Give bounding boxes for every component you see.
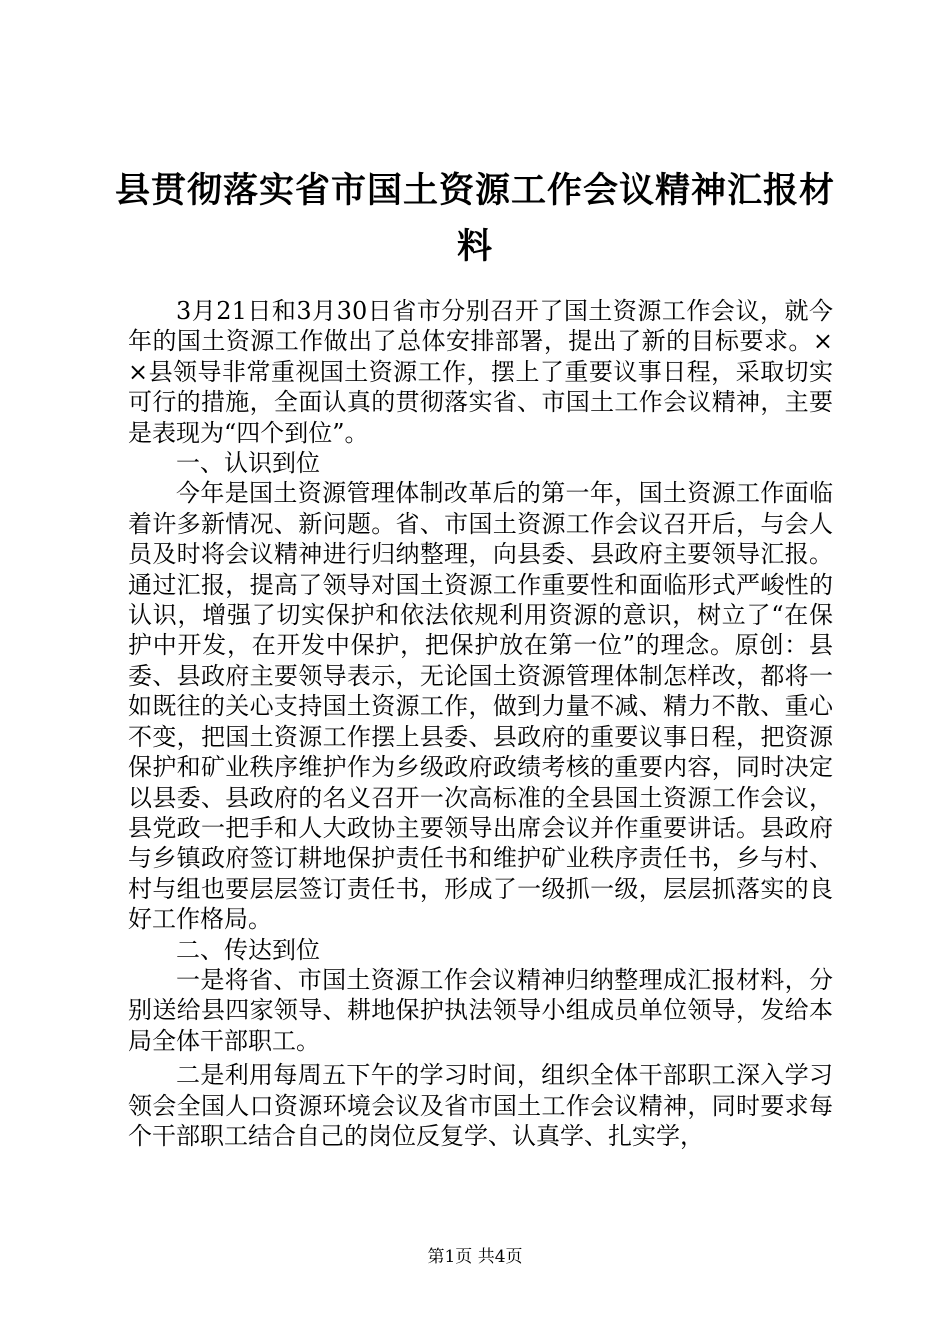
paragraph-recognition: 今年是国土资源管理体制改革后的第一年，国土资源工作面临着许多新情况、新问题。省、市国土资源工作会议召开后，与会人员及时将会议精神进行归纳整理，向县委、县政府主要领导汇报。通过汇报，提高了领导对国土资源工作重要性和面临形式严峻性的认识，增强了切实保护和依法依规利用资源的意识，树立了“在保护中开发，在开发中保护，把保护放在第一位”的理念。原创：县委、县政府主要领导表示，无论国土资源管理体制怎样改，都将一如既往的关心支持国土资源工作，做到力量不减、精力不散、重心不变，把国土资源工作摆上县委、县政府的重要议事日程，把资源保护和矿业秩序维护作为乡级政府政绩考核的重要内容，同时决定以县委、县政府的名义召开一次高标准的全县国土资源工作会议，县党政一把手和人大政协主要领导出席会议并作重要讲话。县政府与乡镇政府签订耕地保护责任书和维护矿业秩序责任书，乡与村、村与组也要层层签订责任书，形成了一级抓一级，层层抓落实的良好工作格局。	[128, 479, 833, 934]
section-heading-communication: 二、传达到位	[176, 935, 320, 964]
document-body	[128, 296, 833, 1151]
paragraph-intro: 3月21日和3月30日省市分别召开了国土资源工作会议，就今年的国土资源工作做出了总体安排部署，提出了新的目标要求。××县领导非常重视国土资源工作，摆上了重要议事日程，采取切实可行的措施，全面认真的贯彻落实省、市国土工作会议精神，主要是表现为“四个到位”。	[128, 297, 833, 447]
document-title: 县贯彻落实省市国土资源工作会议精神汇报材料	[114, 170, 835, 267]
paragraph-communication-1: 一是将省、市国土资源工作会议精神归纳整理成汇报材料，分别送给县四家领导、耕地保护执法领导小组成员单位领导，发给本局全体干部职工。	[128, 965, 833, 1055]
section-heading-recognition: 一、认识到位	[176, 449, 320, 478]
page-footer: 第1页 共4页	[427, 1247, 523, 1267]
paragraph-communication-2: 二是利用每周五下午的学习时间，组织全体干部职工深入学习领会全国人口资源环境会议及省市国土工作会议精神，同时要求每个干部职工结合自己的岗位反复学、认真学、扎实学，	[128, 1061, 833, 1150]
